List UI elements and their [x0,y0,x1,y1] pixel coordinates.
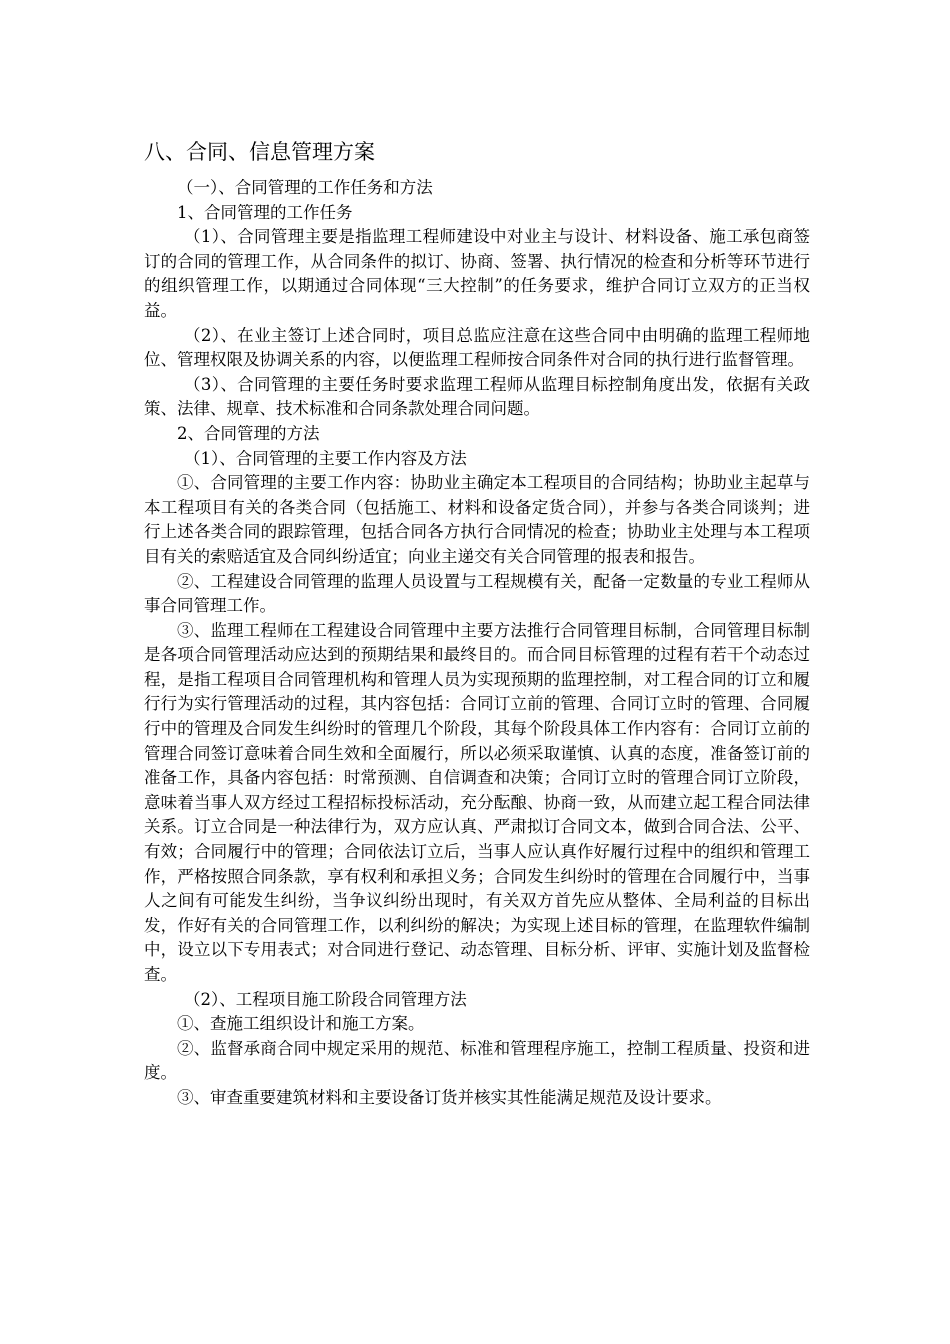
subheading-contract-methods: 2、合同管理的方法 [177,423,320,443]
paragraph-stage-item-1: ①、查施工组织设计和施工方案。 [177,1014,425,1034]
subheading-contract-tasks: 1、合同管理的工作任务 [177,202,353,222]
paragraph-task-3: （3）、合同管理的主要任务时要求监理工程师从监理目标控制角度出发，依据有关政策、法律、规章、技术标准和合同条款处理合同问题。 [144,374,810,419]
document-page [144,138,810,1111]
paragraph-task-1: （1）、合同管理主要是指监理工程师建设中对业主与设计、材料设备、施工承包商签订的合同的管理工作，从合同条件的拟订、协商、签署、执行情况的检查和分析等环节进行的组织管理工作，以期通过合同体现“三大控制”的任务要求，维护合同订立双方的正当权益。 [144,227,810,320]
subheading-construction-stage-methods: （2）、工程项目施工阶段合同管理方法 [184,989,467,1009]
paragraph-stage-item-3: ③、审查重要建筑材料和主要设备订货并核实其性能满足规范及设计要求。 [177,1087,722,1107]
section-heading-contract-tasks-methods: （一）、合同管理的工作任务和方法 [177,178,433,197]
paragraph-task-2: （2）、在业主签订上述合同时，项目总监应注意在这些合同中由明确的监理工程师地位、管理权限及协调关系的内容，以便监理工程师按合同条件对合同的执行进行监督管理。 [144,325,810,370]
subheading-main-content-methods: （1）、合同管理的主要工作内容及方法 [184,448,467,468]
document-title: 八、合同、信息管理方案 [144,140,375,164]
paragraph-method-item-2: ②、工程建设合同管理的监理人员设置与工程规模有关，配备一定数量的专业工程师从事合同管理工作。 [144,571,810,616]
paragraph-method-item-1: ①、合同管理的主要工作内容：协助业主确定本工程项目的合同结构；协助业主起草与本工程项目有关的各类合同（包括施工、材料和设备定货合同），并参与各类合同谈判；进行上述各类合同的跟踪管理，包括合同各方执行合同情况的检查；协助业主处理与本工程项目有关的索赔适宜及合同纠纷适宜；向业主递交有关合同管理的报表和报告。 [144,473,810,566]
paragraph-method-item-3: ③、监理工程师在工程建设合同管理中主要方法推行合同管理目标制，合同管理目标制是各项合同管理活动应达到的预期结果和最终目的。而合同目标管理的过程有若干个动态过程，是指工程项目合同管理机构和管理人员为实现预期的监理控制，对工程合同的订立和履行行为实行管理活动的过程，其内容包括：合同订立前的管理、合同订立时的管理、合同履行中的管理及合同发生纠纷时的管理几个阶段，其每个阶段具体工作内容有：合同订立前的管理合同签订意味着合同生效和全面履行，所以必须采取谨慎、认真的态度，准备签订前的准备工作，具备内容包括：时常预测、自信调查和决策；合同订立时的管理合同订立阶段，意味着当事人双方经过工程招标投标活动，充分酝酿、协商一致，从而建立起工程合同法律关系。订立合同是一种法律行为，双方应认真、严肃拟订合同文本，做到合同合法、公平、有效；合同履行中的管理；合同依法订立后，当事人应认真作好履行过程中的组织和管理工作，严格按照合同条款，享有权利和承担义务；合同发生纠纷时的管理在合同履行中，当事人之间有可能发生纠纷，当争议纠纷出现时，有关双方首先应从整体、全局利益的目标出发，作好有关的合同管理工作，以利纠纷的解决；为实现上述目标的管理，在监理软件编制中，设立以下专用表式；对合同进行登记、动态管理、目标分析、评审、实施计划及监督检查。 [144,620,810,984]
paragraph-stage-item-2: ②、监督承商合同中规定采用的规范、标准和管理程序施工，控制工程质量、投资和进度。 [144,1038,810,1083]
